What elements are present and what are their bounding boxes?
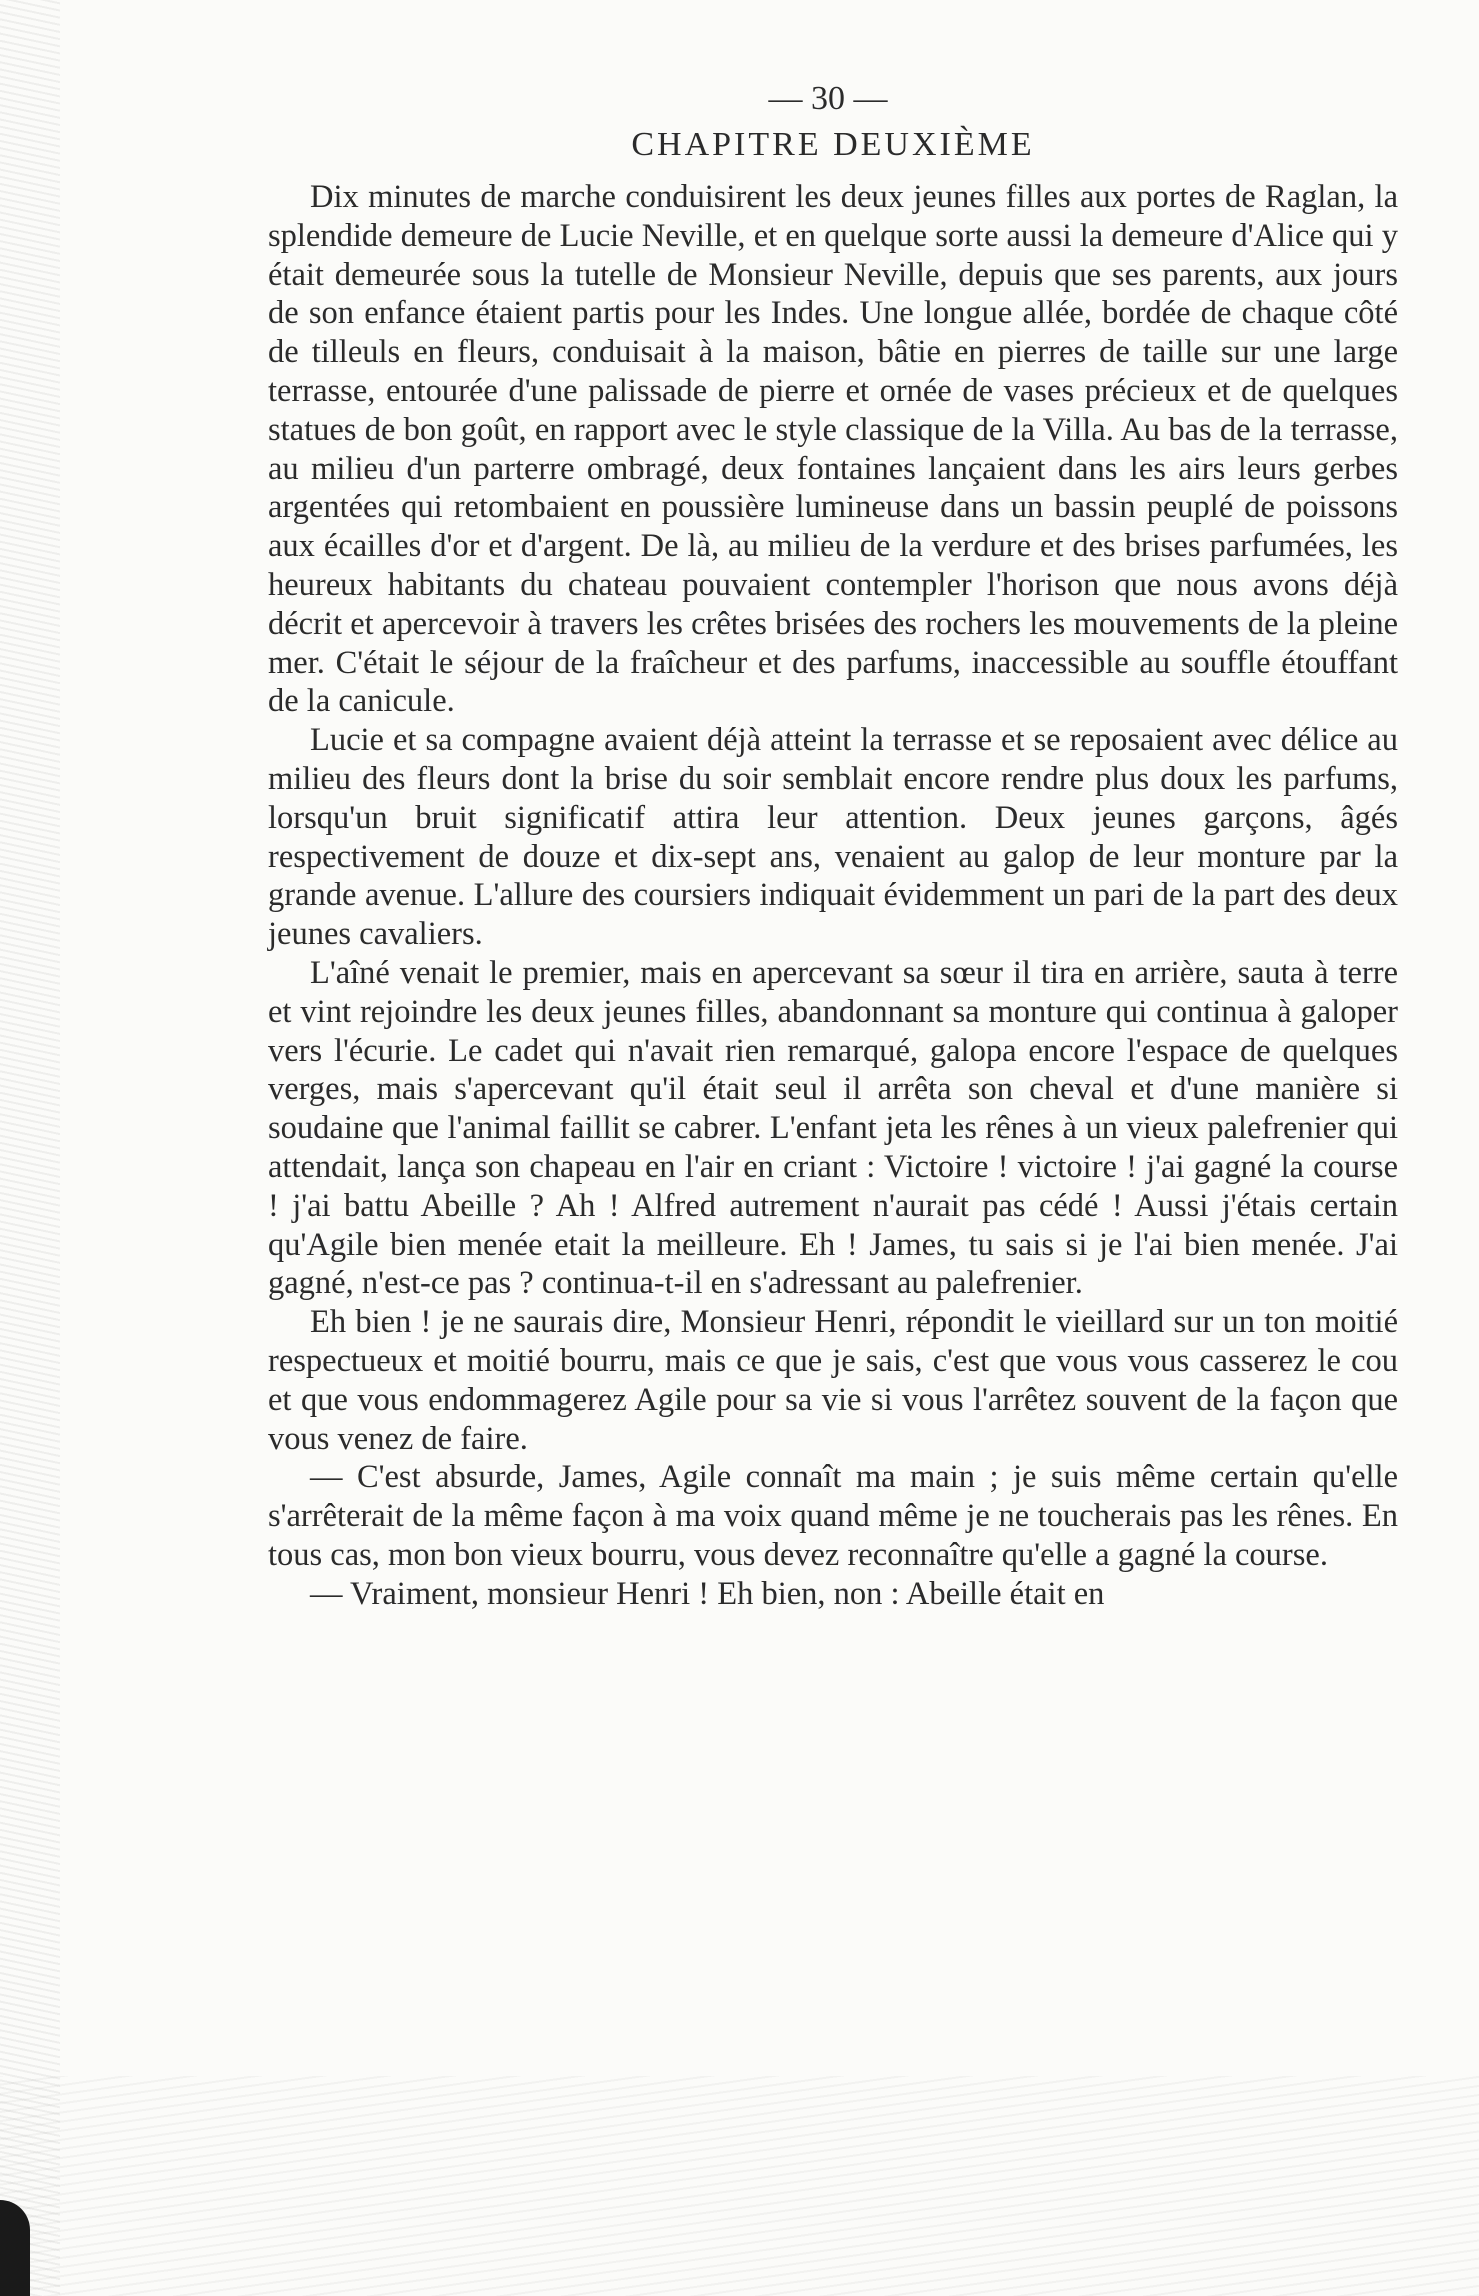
book-page xyxy=(268,80,1398,1613)
scan-edge-noise xyxy=(0,0,60,2296)
paragraph: Lucie et sa compagne avaient déjà atteint la terrasse et se reposaient avec délice au milieu des fleurs dont la brise du soir semblait encore rendre plus doux les parfums, lorsqu'un bruit significatif attira leur attention. Deux jeunes garçons, âgés respectivement de douze et dix-sept ans, venaient au galop de leur monture par la grande avenue. L'allure des coursiers indiquait évidemment un pari de la part des deux jeunes cavaliers. xyxy=(268,722,1398,953)
paragraph: Eh bien ! je ne saurais dire, Monsieur Henri, répondit le vieillard sur un ton moitié respectueux et moitié bourru, mais ce que je sais, c'est que vous vous casserez le cou et que vous endommagerez Agile pour sa vie si vous l'arrêtez souvent de la façon que vous venez de faire. xyxy=(268,1304,1398,1457)
paragraph: — Vraiment, monsieur Henri ! Eh bien, non : Abeille était en xyxy=(310,1575,1105,1612)
ink-blot xyxy=(0,2200,30,2296)
paragraph: Dix minutes de marche conduisirent les deux jeunes filles aux portes de Raglan, la splendide demeure de Lucie Neville, et en quelque sorte aussi la demeure d'Alice qui y était demeurée sous la tutelle de Monsieur Neville, depuis que ses parents, aux jours de son enfance étaient partis pour les Indes. Une longue allée, bordée de chaque côté de tilleuls en fleurs, conduisait à la maison, bâtie en pierres de taille sur une large terrasse, entourée d'une palissade de pierre et ornée de vases précieux et de quelques statues de bon goût, en rapport avec le style classique de la Villa. Au bas de la terrasse, au milieu d'un parterre ombragé, deux fontaines lançaient dans les airs leurs gerbes argentées qui retombaient en poussière lumineuse dans un bassin peuplé de poissons aux écailles d'or et d'argent. De là, au milieu de la verdure et des brises parfumées, les heureux habitants du chateau pouvaient contempler l'horison que nous avons déjà décrit et apercevoir à travers les crêtes brisées des rochers les mouvements de la pleine mer. C'était le séjour de la fraîcheur et des parfums, inaccessible au souffle étouffant de la canicule. xyxy=(268,179,1398,720)
chapter-title: CHAPITRE DEUXIÈME xyxy=(631,126,1035,163)
scan-bottom-noise xyxy=(0,2076,1479,2296)
paragraph: — C'est absurde, James, Agile connaît ma main ; je suis même certain qu'elle s'arrêterait de la même façon à ma voix quand même je ne toucherais pas les rênes. En tous cas, mon bon vieux bourru, vous devez reconnaître qu'elle a gagné la course. xyxy=(268,1459,1398,1573)
page-number: — 30 — xyxy=(768,80,888,117)
paragraph: L'aîné venait le premier, mais en apercevant sa sœur il tira en arrière, sauta à terre et vint rejoindre les deux jeunes filles, abandonnant sa monture qui continua à galoper vers l'écurie. Le cadet qui n'avait rien remarqué, galopa encore l'espace de quelques verges, mais s'apercevant qu'il était seul il arrêta son cheval et d'une manière si soudaine que l'animal faillit se cabrer. L'enfant jeta les rênes à un vieux palefrenier qui attendait, lança son chapeau en l'air en criant : Victoire ! victoire ! j'ai gagné la course ! j'ai battu Abeille ? Ah ! Alfred autrement n'aurait pas cédé ! Aussi j'étais certain qu'Agile bien menée etait la meilleure. Eh ! James, tu sais si je l'ai bien menée. J'ai gagné, n'est-ce pas ? continua-t-il en s'adressant au palefrenier. xyxy=(268,954,1398,1302)
